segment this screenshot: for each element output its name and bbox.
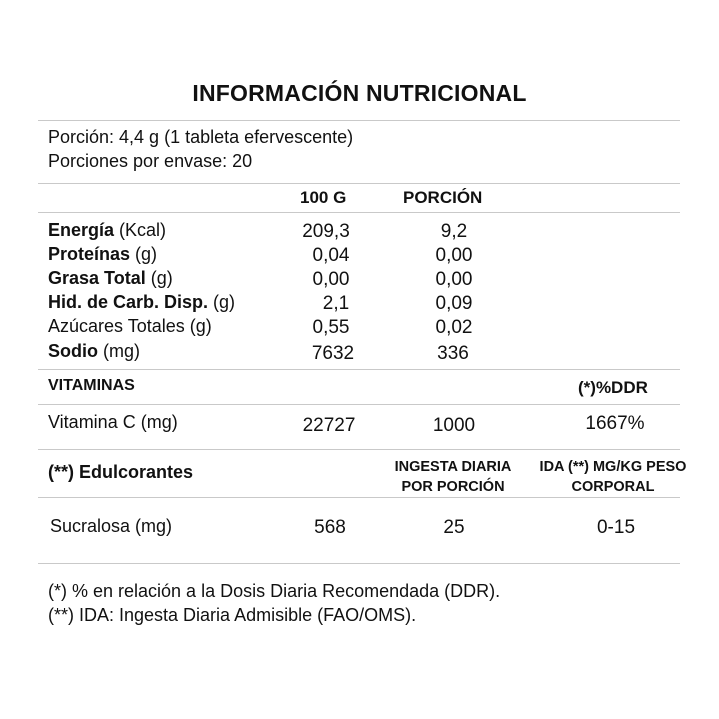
nutrient-value-per100: 209,3 (302, 221, 350, 242)
sweeteners-header: (**) Edulcorantes (48, 462, 194, 482)
nutrient-value-portion: 9,2 (440, 221, 468, 242)
footnote-ddr: (*) % en relación a la Dosis Diaria Recomendada (DDR). (48, 581, 501, 601)
sweetener-value-ida: 0-15 (596, 517, 636, 538)
divider (38, 497, 680, 498)
footnote-ida: (**) IDA: Ingesta Diaria Admisible (FAO/OMS). (48, 605, 417, 625)
nutrient-value-portion: 0,00 (435, 269, 473, 290)
vitamins-header: VITAMINAS (48, 377, 135, 394)
nutrient-value-per100: 7632 (311, 343, 355, 364)
nutrient-value-per100: 0,00 (312, 269, 350, 290)
vitamin-value-ddr: 1667% (585, 413, 645, 434)
serving-size: Porción: 4,4 g (1 tableta efervescente) (48, 127, 354, 147)
nutrient-value-per100: 2,1 (322, 293, 350, 314)
nutrient-value-portion: 0,00 (435, 245, 473, 266)
vitamin-value-portion: 1000 (432, 415, 476, 436)
divider (38, 120, 680, 121)
ida-header: IDA (**) MG/KG PESO CORPORAL (539, 459, 687, 495)
servings-per-container: Porciones por envase: 20 (48, 151, 253, 171)
nutrient-value-portion: 0,02 (435, 317, 473, 338)
sweetener-value-per100: 568 (314, 517, 346, 538)
nutrient-label: Proteínas (g) (48, 244, 158, 264)
nutrient-label: Hid. de Carb. Disp. (g) (48, 292, 236, 312)
nutrient-value-portion: 0,09 (435, 293, 473, 314)
sweetener-label: Sucralosa (mg) (50, 516, 173, 536)
page-title: INFORMACIÓN NUTRICIONAL (192, 80, 527, 106)
nutrient-value-per100: 0,04 (312, 245, 350, 266)
nutrient-label: Azúcares Totales (g) (48, 316, 212, 336)
divider (38, 212, 680, 213)
divider (38, 449, 680, 450)
ddr-header: (*)%DDR (578, 378, 648, 397)
nutrient-label: Sodio (mg) (48, 341, 140, 361)
intake-per-portion-header: INGESTA DIARIA POR PORCIÓN (394, 459, 512, 495)
sweetener-value-portion: 25 (443, 517, 465, 538)
column-header-per100: 100 G (300, 188, 347, 207)
nutrient-label: Energía (Kcal) (48, 220, 167, 240)
nutrient-value-per100: 0,55 (312, 317, 350, 338)
divider (38, 563, 680, 564)
divider (38, 183, 680, 184)
vitamin-value-per100: 22727 (302, 415, 356, 436)
nutrient-value-portion: 336 (437, 343, 469, 364)
vitamin-label: Vitamina C (mg) (48, 412, 178, 432)
nutrient-label: Grasa Total (g) (48, 268, 173, 288)
column-header-portion: PORCIÓN (403, 188, 483, 207)
divider (38, 369, 680, 370)
divider (38, 404, 680, 405)
